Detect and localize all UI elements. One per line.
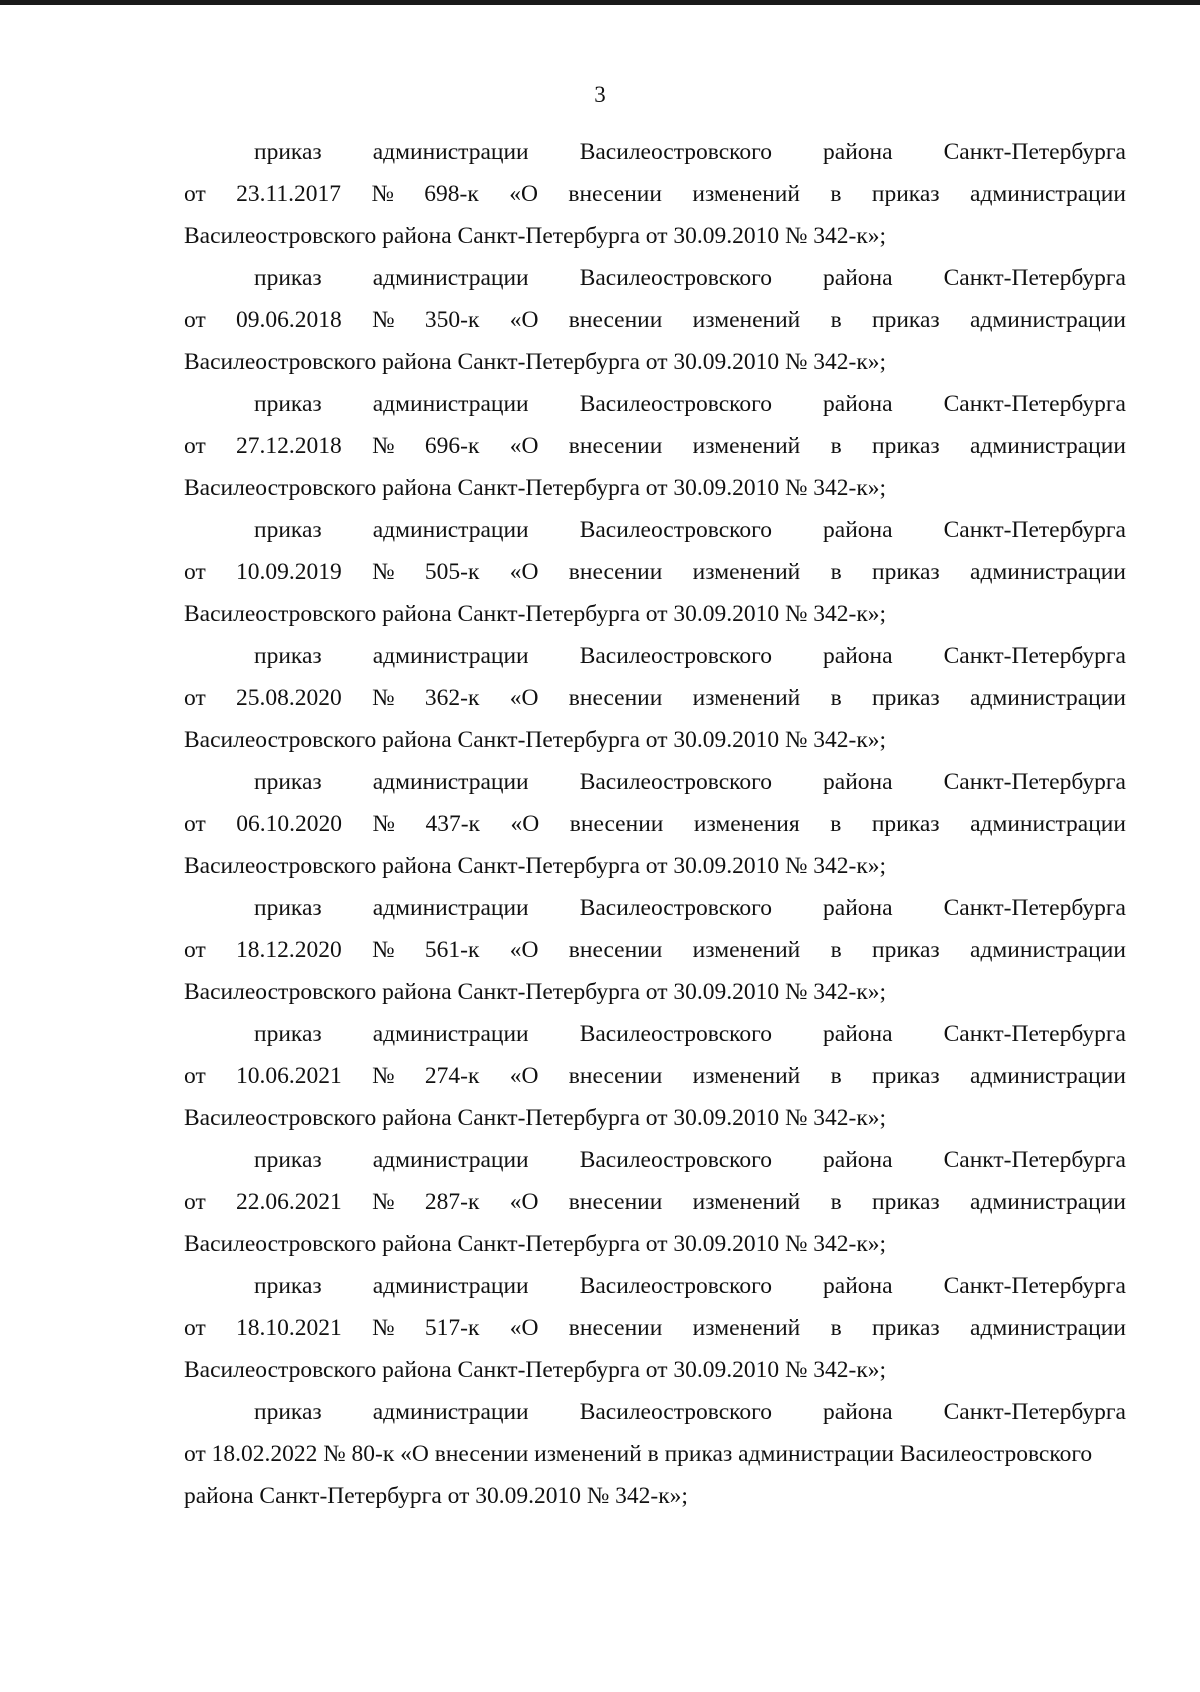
word: приказ — [872, 307, 940, 333]
word: администрации — [372, 1399, 529, 1425]
word: в — [830, 181, 842, 207]
order-entry — [184, 887, 1126, 1013]
word: «О — [510, 811, 540, 837]
order-entry — [184, 383, 1126, 509]
word: Санкт-Петербурга — [943, 1021, 1126, 1047]
word: администрации — [970, 1063, 1126, 1089]
word: Василеостровского — [579, 643, 772, 669]
word: Василеостровского — [579, 265, 772, 291]
word: в — [830, 1063, 842, 1089]
entry-line-3: Василеостровского района Санкт-Петербурга от 30.09.2010 № 342-к»; — [184, 1231, 887, 1257]
word: приказ — [254, 1273, 322, 1299]
word: от — [184, 181, 206, 207]
entry-line-2 — [184, 551, 1126, 593]
entry-line-1 — [184, 887, 1126, 929]
word: 696-к — [424, 433, 480, 459]
word: Санкт-Петербурга — [943, 139, 1126, 165]
entry-line-2 — [184, 803, 1126, 845]
word: администрации — [372, 1147, 529, 1173]
word: № — [372, 559, 395, 585]
word: приказ — [872, 1189, 940, 1215]
word: района — [823, 517, 893, 543]
word: внесении — [568, 685, 663, 711]
word: 287-к — [424, 1189, 480, 1215]
entry-line-2 — [184, 929, 1126, 971]
word: № — [372, 307, 395, 333]
word: изменений — [692, 685, 801, 711]
entry-line-1 — [184, 1139, 1126, 1181]
word: изменений — [692, 1315, 801, 1341]
word: администрации — [372, 643, 529, 669]
word: от — [184, 433, 206, 459]
word: от — [184, 1063, 206, 1089]
word: района — [823, 265, 893, 291]
word: 10.09.2019 — [236, 559, 342, 585]
word: 18.12.2020 — [236, 937, 342, 963]
word: приказ — [872, 937, 940, 963]
word: «О — [509, 1315, 539, 1341]
word: Василеостровского — [579, 139, 772, 165]
word: изменений — [692, 1063, 801, 1089]
entry-line-1 — [184, 131, 1126, 173]
document-body — [184, 131, 1126, 1517]
word: № — [371, 181, 394, 207]
word: изменений — [692, 937, 801, 963]
order-entry — [184, 1265, 1126, 1391]
word: района — [823, 769, 893, 795]
word: изменений — [692, 181, 800, 207]
word: 23.11.2017 — [236, 181, 342, 207]
word: приказ — [871, 811, 940, 837]
word: приказ — [254, 139, 322, 165]
word: 517-к — [424, 1315, 480, 1341]
word: приказ — [872, 559, 940, 585]
word: № — [372, 433, 395, 459]
word: администрации — [970, 181, 1126, 207]
entry-line-3: Василеостровского района Санкт-Петербурга от 30.09.2010 № 342-к»; — [184, 349, 887, 375]
word: № — [372, 1315, 395, 1341]
word: в — [830, 685, 842, 711]
word: администрации — [372, 517, 529, 543]
word: района — [823, 139, 893, 165]
word: администрации — [970, 307, 1126, 333]
word: в — [830, 811, 842, 837]
entry-line-1 — [184, 383, 1126, 425]
entry-line-2 — [184, 1055, 1126, 1097]
entry-line-1 — [184, 1265, 1126, 1307]
word: внесении — [568, 181, 662, 207]
entry-line-1 — [184, 1391, 1126, 1433]
order-entry — [184, 761, 1126, 887]
word: 350-к — [424, 307, 480, 333]
entry-line-3: района Санкт-Петербурга от 30.09.2010 № 342-к»; — [184, 1483, 688, 1509]
word: Санкт-Петербурга — [943, 265, 1126, 291]
entry-line-1 — [184, 761, 1126, 803]
word: в — [830, 1315, 842, 1341]
word: приказ — [254, 895, 322, 921]
word: Василеостровского — [579, 1021, 772, 1047]
word: от — [184, 811, 206, 837]
word: приказ — [872, 685, 940, 711]
word: 505-к — [424, 559, 480, 585]
word: внесении — [568, 1315, 663, 1341]
word: изменения — [693, 811, 800, 837]
word: «О — [509, 307, 539, 333]
word: от — [184, 1315, 206, 1341]
entry-line-2 — [184, 173, 1126, 215]
word: изменений — [692, 307, 801, 333]
word: Василеостровского — [579, 1147, 772, 1173]
word: 06.10.2020 — [236, 811, 342, 837]
word: внесении — [569, 811, 664, 837]
word: от — [184, 307, 206, 333]
word: 437-к — [425, 811, 480, 837]
word: района — [823, 1399, 893, 1425]
entry-line-2 — [184, 677, 1126, 719]
word: приказ — [871, 181, 940, 207]
word: района — [823, 643, 893, 669]
word: Василеостровского — [579, 895, 772, 921]
word: приказ — [254, 265, 322, 291]
word: № — [372, 811, 395, 837]
word: администрации — [970, 559, 1126, 585]
entry-line-3: Василеостровского района Санкт-Петербурга от 30.09.2010 № 342-к»; — [184, 1357, 887, 1383]
entry-line-3: Василеостровского района Санкт-Петербурга от 30.09.2010 № 342-к»; — [184, 727, 887, 753]
word: администрации — [970, 433, 1126, 459]
entry-line-3: Василеостровского района Санкт-Петербурга от 30.09.2010 № 342-к»; — [184, 979, 887, 1005]
order-entry — [184, 1139, 1126, 1265]
word: внесении — [568, 1063, 663, 1089]
entry-line-3: Василеостровского района Санкт-Петербурга от 30.09.2010 № 342-к»; — [184, 475, 887, 501]
word: внесении — [568, 1189, 663, 1215]
entry-line-3: Василеостровского района Санкт-Петербурга от 30.09.2010 № 342-к»; — [184, 853, 887, 879]
word: Санкт-Петербурга — [943, 1273, 1126, 1299]
word: Санкт-Петербурга — [943, 643, 1126, 669]
word: «О — [509, 685, 539, 711]
word: в — [830, 1189, 842, 1215]
word: приказ — [872, 433, 940, 459]
order-entry — [184, 635, 1126, 761]
word: «О — [509, 433, 539, 459]
word: внесении — [568, 307, 663, 333]
word: № — [372, 1189, 395, 1215]
entry-line-2 — [184, 1181, 1126, 1223]
word: внесении — [568, 433, 663, 459]
word: 09.06.2018 — [236, 307, 342, 333]
word: «О — [509, 937, 539, 963]
word: приказ — [254, 643, 322, 669]
word: Василеостровского — [579, 769, 772, 795]
word: от 18.02.2022 № 80-к «О внесении изменений в приказ администрации Василеостровского — [184, 1441, 1093, 1467]
word: «О — [509, 559, 539, 585]
word: администрации — [372, 139, 529, 165]
word: администрации — [372, 1021, 529, 1047]
entry-line-1 — [184, 509, 1126, 551]
entry-line-1 — [184, 257, 1126, 299]
word: района — [823, 391, 893, 417]
word: приказ — [254, 391, 322, 417]
word: № — [372, 685, 395, 711]
word: района — [823, 1021, 893, 1047]
entry-line-2 — [184, 1433, 1126, 1475]
entry-line-3: Василеостровского района Санкт-Петербурга от 30.09.2010 № 342-к»; — [184, 223, 887, 249]
word: администрации — [372, 391, 529, 417]
word: «О — [509, 1189, 539, 1215]
word: района — [823, 1273, 893, 1299]
word: приказ — [254, 1021, 322, 1047]
word: от — [184, 1189, 206, 1215]
word: 10.06.2021 — [236, 1063, 342, 1089]
word: приказ — [254, 1399, 322, 1425]
word: Василеостровского — [579, 391, 772, 417]
word: 25.08.2020 — [236, 685, 342, 711]
word: приказ — [872, 1315, 940, 1341]
entry-line-2 — [184, 299, 1126, 341]
word: приказ — [254, 517, 322, 543]
word: изменений — [692, 1189, 801, 1215]
word: в — [830, 433, 842, 459]
word: 22.06.2021 — [236, 1189, 342, 1215]
word: администрации — [970, 811, 1126, 837]
word: Василеостровского — [579, 1273, 772, 1299]
word: Санкт-Петербурга — [943, 1399, 1126, 1425]
word: в — [830, 937, 842, 963]
word: Санкт-Петербурга — [943, 895, 1126, 921]
order-entry — [184, 257, 1126, 383]
entry-line-3: Василеостровского района Санкт-Петербурга от 30.09.2010 № 342-к»; — [184, 1105, 887, 1131]
entry-line-3: Василеостровского района Санкт-Петербурга от 30.09.2010 № 342-к»; — [184, 601, 887, 627]
word: администрации — [970, 1315, 1126, 1341]
word: администрации — [372, 1273, 529, 1299]
word: в — [830, 307, 842, 333]
word: внесении — [568, 559, 663, 585]
entry-line-1 — [184, 635, 1126, 677]
word: № — [372, 937, 395, 963]
word: Василеостровского — [579, 1399, 772, 1425]
word: администрации — [372, 265, 529, 291]
word: Василеостровского — [579, 517, 772, 543]
word: Санкт-Петербурга — [943, 517, 1126, 543]
word: Санкт-Петербурга — [943, 1147, 1126, 1173]
word: от — [184, 559, 206, 585]
word: администрации — [970, 1189, 1126, 1215]
word: 18.10.2021 — [236, 1315, 342, 1341]
order-entry — [184, 1391, 1126, 1517]
entry-line-2 — [184, 1307, 1126, 1349]
entry-line-2 — [184, 425, 1126, 467]
word: района — [823, 1147, 893, 1173]
word: 27.12.2018 — [236, 433, 342, 459]
word: администрации — [372, 769, 529, 795]
word: внесении — [568, 937, 663, 963]
word: «О — [509, 1063, 539, 1089]
order-entry — [184, 509, 1126, 635]
word: района — [823, 895, 893, 921]
word: 362-к — [424, 685, 480, 711]
page-number: 3 — [594, 82, 606, 107]
word: № — [372, 1063, 395, 1089]
word: от — [184, 937, 206, 963]
word: администрации — [970, 937, 1126, 963]
word: от — [184, 685, 206, 711]
word: изменений — [692, 433, 801, 459]
word: изменений — [692, 559, 801, 585]
order-entry — [184, 1013, 1126, 1139]
entry-line-1 — [184, 1013, 1126, 1055]
top-border-rule — [0, 0, 1200, 5]
word: приказ — [254, 1147, 322, 1173]
word: «О — [509, 181, 538, 207]
word: 274-к — [424, 1063, 480, 1089]
word: 561-к — [424, 937, 480, 963]
word: приказ — [254, 769, 322, 795]
word: Санкт-Петербурга — [943, 769, 1126, 795]
word: администрации — [372, 895, 529, 921]
word: администрации — [970, 685, 1126, 711]
order-entry — [184, 131, 1126, 257]
word: приказ — [872, 1063, 940, 1089]
word: в — [830, 559, 842, 585]
word: 698-к — [424, 181, 479, 207]
word: Санкт-Петербурга — [943, 391, 1126, 417]
